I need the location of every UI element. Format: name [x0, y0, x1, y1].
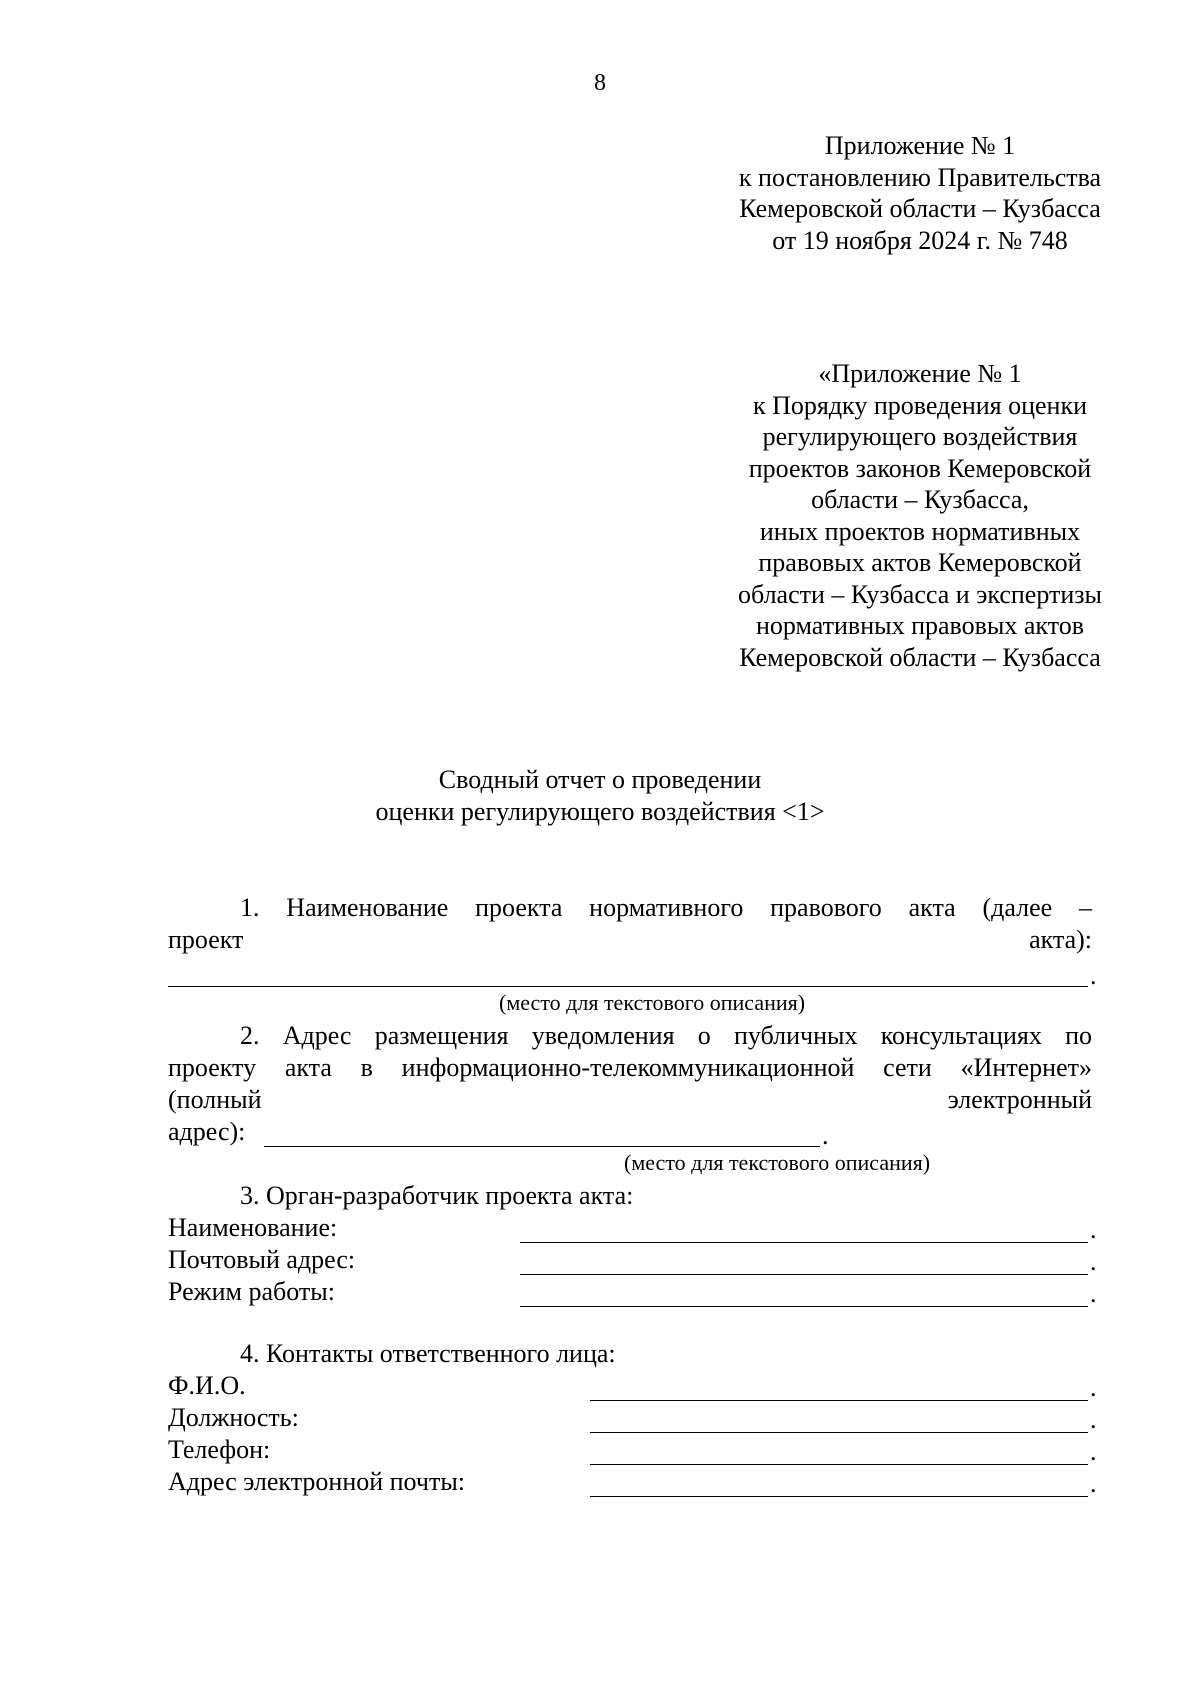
postal-address-field-line[interactable] [520, 1274, 1088, 1275]
section-1-field-line[interactable] [168, 986, 1088, 987]
report-title-line: оценки регулирующего воздействия <1> [375, 797, 825, 826]
page-number: 8 [594, 70, 606, 96]
period: . [1090, 1373, 1097, 1402]
appendix-header-line: от 19 ноября 2024 г. № 748 [772, 225, 1068, 255]
appendix-order-line: иных проектов нормативных [759, 516, 1081, 546]
period: . [1090, 1247, 1097, 1276]
phone-field-line[interactable] [590, 1464, 1088, 1465]
field-label-email: Адрес электронной почты: [168, 1467, 466, 1496]
section-1 [168, 892, 1092, 956]
period: . [1090, 961, 1097, 990]
section-2-line: адрес): [168, 1117, 246, 1146]
email-field-line[interactable] [590, 1496, 1088, 1497]
section-2-hint: (место для текстового описания) [624, 1150, 931, 1175]
appendix-order [700, 358, 1140, 673]
appendix-order-line: к Порядку проведения оценки [752, 390, 1088, 420]
appendix-order-line: области – Кузбасса, [811, 485, 1029, 514]
section-1-word: проект [168, 925, 244, 954]
position-field-line[interactable] [590, 1432, 1088, 1433]
field-label-postal-address: Почтовый адрес: [168, 1245, 356, 1274]
appendix-order-line: регулирующего воздействия [762, 422, 1078, 451]
section-1-line: 1. Наименование проекта нормативного правового акта (далее – [240, 893, 1092, 922]
work-hours-field-line[interactable] [520, 1306, 1088, 1307]
name-field-line[interactable] [520, 1242, 1088, 1243]
appendix-header-line: к постановлению Правительства [738, 162, 1102, 192]
appendix-order-line: «Приложение № 1 [818, 359, 1022, 388]
period: . [822, 1121, 829, 1150]
field-label-full-name: Ф.И.О. [168, 1371, 246, 1400]
section-2-line [168, 1084, 1092, 1116]
appendix-order-line: правовых актов Кемеровской [758, 548, 1082, 577]
appendix-header [700, 130, 1140, 256]
period: . [1090, 1215, 1097, 1244]
section-1-hint: (место для текстового описания) [499, 990, 806, 1015]
report-title [0, 764, 1200, 828]
full-name-field-line[interactable] [590, 1400, 1088, 1401]
period: . [1090, 1279, 1097, 1308]
appendix-order-line: нормативных правовых актов [755, 611, 1085, 640]
appendix-order-line: Кемеровской области – Кузбасса [739, 642, 1101, 672]
section-2 [168, 1020, 1092, 1148]
section-1-line [168, 924, 1092, 956]
section-3-heading: 3. Орган-разработчик проекта акта: [240, 1181, 634, 1210]
appendix-order-line: проектов законов Кемеровской [748, 453, 1092, 483]
appendix-header-line: Кемеровской области – Кузбасса [739, 194, 1101, 223]
section-2-field-line[interactable] [264, 1146, 820, 1147]
period: . [1090, 1405, 1097, 1434]
appendix-order-line: области – Кузбасса и экспертизы [738, 579, 1102, 609]
section-2-word: (полный [168, 1085, 262, 1114]
appendix-header-line: Приложение № 1 [824, 131, 1016, 160]
section-4-heading: 4. Контакты ответственного лица: [240, 1339, 616, 1368]
field-label-phone: Телефон: [168, 1435, 271, 1464]
period: . [1090, 1437, 1097, 1466]
section-2-line: 2. Адрес размещения уведомления о публичных консультациях по [240, 1021, 1092, 1050]
report-title-line: Сводный отчет о проведении [438, 765, 762, 794]
field-label-name: Наименование: [168, 1213, 338, 1242]
field-label-work-hours: Режим работы: [168, 1277, 335, 1306]
section-2-line: проекту акта в информационно-телекоммуникационной сети «Интернет» [168, 1053, 1092, 1082]
field-label-position: Должность: [168, 1403, 299, 1432]
period: . [1090, 1469, 1097, 1498]
section-2-word: электронный [947, 1085, 1092, 1114]
section-1-word: акта): [1029, 925, 1092, 954]
